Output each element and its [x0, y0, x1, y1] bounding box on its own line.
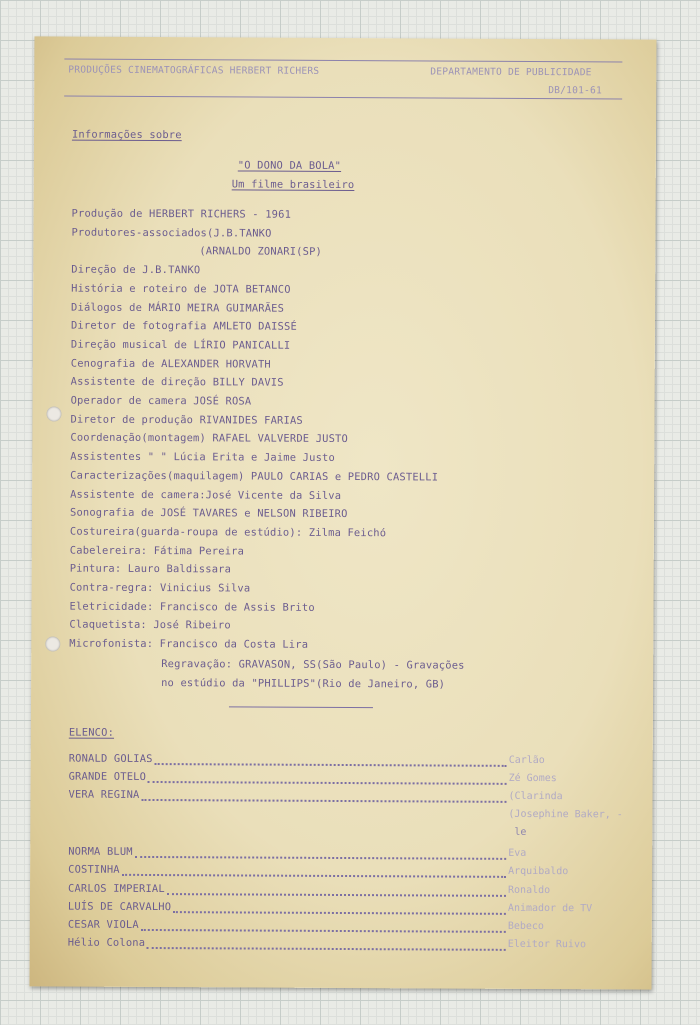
- cast-role: Eleitor Ruivo: [507, 938, 587, 951]
- cast-heading: ELENCO:: [68, 726, 115, 739]
- leader-dots: [167, 893, 506, 897]
- cast-role: Ronaldo: [507, 884, 551, 897]
- cast-actor: COSTINHA: [68, 863, 120, 876]
- punch-hole: [46, 406, 61, 421]
- cast-actor: VERA REGINA: [68, 788, 140, 801]
- header-company: PRODUÇÕES CINEMATOGRÁFICAS HERBERT RICHERS: [68, 64, 320, 77]
- credit-line: Diretor de fotografia AMLETO DAISSÉ: [70, 319, 297, 333]
- cast-role: Eva: [508, 847, 527, 859]
- credit-line: Caracterizações(maquilagem) PAULO CARIAS e PEDRO CASTELLI: [70, 469, 439, 484]
- leader-dots: [148, 781, 507, 785]
- leader-dots: [147, 947, 506, 951]
- header-ref: DB/101-61: [548, 85, 603, 97]
- credit-line: Coordenação(montagem) RAFAEL VALVERDE JUSTO: [70, 431, 349, 446]
- intro-text: Informações sobre: [71, 128, 182, 142]
- credit-line: (ARNALDO ZONARI(SP): [199, 245, 323, 259]
- credit-line: História e roteiro de JOTA BETANCO: [71, 282, 291, 296]
- credit-line: Cabelereira: Fátima Pereira: [69, 544, 245, 558]
- recording-line: no estúdio da "PHILLIPS"(Rio de Janeiro, GB): [161, 677, 446, 691]
- leader-dots: [135, 856, 506, 860]
- film-subtitle: Um filme brasileiro: [231, 178, 355, 192]
- recording-line: Regravação: GRAVASON, SS(São Paulo) - Gravações: [161, 658, 465, 672]
- cast-role: (Clarinda: [508, 790, 563, 803]
- cast-role: Bebeco: [507, 920, 544, 933]
- leader-dots: [155, 763, 507, 767]
- credit-line: Produtores-associados(J.B.TANKO: [71, 226, 272, 240]
- cast-role: Carlão: [508, 754, 545, 767]
- credit-line: Assistentes " " Lúcia Erita e Jaime Justo: [70, 450, 336, 465]
- credit-line: Operador de camera JOSÉ ROSA: [70, 394, 252, 408]
- header-rule-top: [64, 59, 622, 63]
- cast-actor: LUÍS DE CARVALHO: [67, 900, 172, 914]
- credit-line: Claquetista: José Ribeiro: [69, 618, 231, 632]
- credit-line: Produção de HERBERT RICHERS - 1961: [71, 207, 292, 221]
- credit-line: Costureira(guarda-roupa de estúdio): Zilma Feichó: [69, 525, 387, 540]
- credit-line: Eletricidade: Francisco de Assis Brito: [69, 600, 315, 614]
- cast-role: Zé Gomes: [508, 772, 557, 785]
- cast-role: Arquibaldo: [508, 865, 569, 878]
- credit-line: Cenografia de ALEXANDER HORVATH: [70, 357, 271, 371]
- credit-line: Contra-regra: Vinicius Silva: [69, 581, 251, 595]
- leader-dots: [141, 929, 506, 933]
- cast-actor: NORMA BLUM: [68, 845, 133, 858]
- credit-line: Diretor de produção RIVANIDES FARIAS: [70, 413, 303, 427]
- credit-line: Assistente de direção BILLY DAVIS: [70, 375, 284, 389]
- credit-line: Direção musical de LÍRIO PANICALLI: [70, 338, 291, 352]
- leader-dots: [122, 874, 506, 878]
- punch-hole: [45, 636, 60, 651]
- cast-actor: Hélio Colona: [67, 936, 146, 949]
- header-department: DEPARTAMENTO DE PUBLICIDADE: [430, 66, 592, 79]
- credit-line: Direção de J.B.TANKO: [71, 263, 201, 277]
- cast-actor: CESAR VIOLA: [67, 918, 139, 931]
- credit-line: Pintura: Lauro Baldissara: [69, 562, 232, 576]
- section-divider: [229, 706, 373, 708]
- leader-dots: [141, 799, 506, 803]
- credit-line: Sonografia de JOSÉ TAVARES e NELSON RIBEIRO: [69, 506, 348, 521]
- cast-actor: RONALD GOLIAS: [68, 752, 153, 766]
- cast-role-extra: (Josephine Baker, -: [508, 808, 623, 821]
- cast-actor: CARLOS IMPERIAL: [67, 882, 165, 896]
- credit-line: Diálogos de MÁRIO MEIRA GUIMARÃES: [71, 301, 285, 315]
- cast-role: Animador de TV: [507, 902, 593, 915]
- document-sheet: [30, 36, 657, 989]
- cast-actor: GRANDE OTELO: [68, 770, 147, 783]
- film-title: "O DONO DA BOLA": [237, 159, 342, 172]
- leader-dots: [173, 911, 506, 915]
- header-rule-bottom: [64, 96, 622, 100]
- credit-line: Microfonista: Francisco da Costa Lira: [69, 637, 309, 651]
- credit-line: Assistente de camera:José Vicente da Silva: [70, 488, 342, 502]
- cast-role-extra: le: [514, 826, 527, 838]
